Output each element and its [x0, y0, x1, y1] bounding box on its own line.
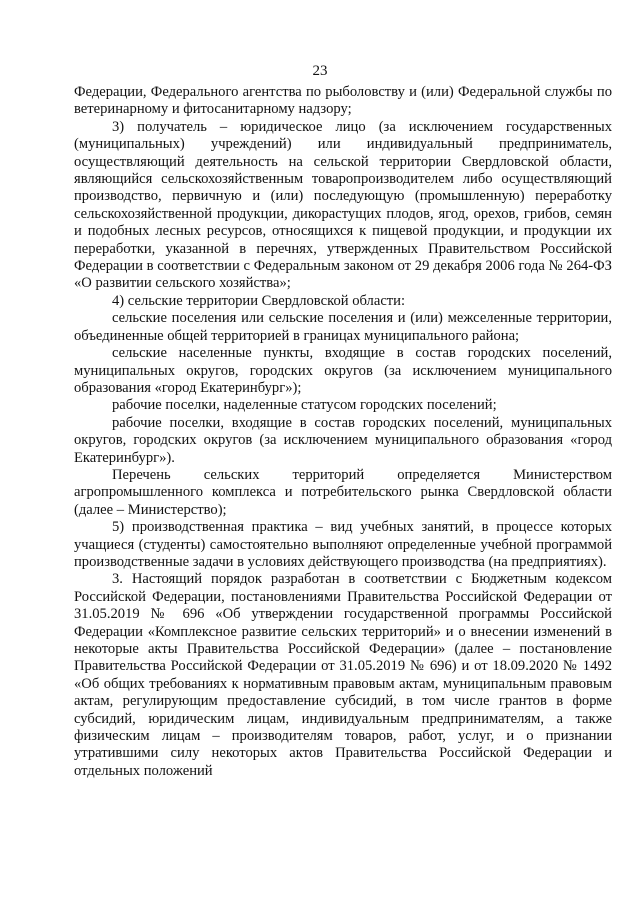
page-number: 23	[312, 63, 328, 79]
paragraph-1: Федерации, Федерального агентства по рыболовству и (или) Федеральной службы по ветеринарному и фитосанитарному надзору;	[74, 84, 612, 118]
paragraph-6: рабочие поселки, наделенные статусом городских поселений;	[112, 397, 497, 414]
paragraph-7: рабочие поселки, входящие в состав городских поселений, муниципальных округов, городских округов (за исключением муниципального образования «город Екатеринбург»).	[74, 414, 612, 466]
document-body	[74, 84, 612, 780]
paragraph-5: сельские населенные пункты, входящие в состав городских поселений, муниципальных округов, городских округов (за исключением муниципального образования «город Екатеринбург»);	[74, 345, 612, 396]
paragraph-3: 4) сельские территории Свердловской области:	[112, 292, 406, 309]
paragraph-2: 3) получатель – юридическое лицо (за исключением государственных (муниципальных) учреждений) или индивидуальный предприниматель, осуществляющий деятельность на сельской территории Свердловской области, являющийся сельскохозяйственным товаропроизводителем либо осуществляющий производство, первичную и (или) последующую (промышленную) переработку сельскохозяйственной продукции, дикорастущих плодов, ягод, орехов, грибов, семян и подобных лесных ресурсов, относящихся к пищевой продукции, и продукции их переработки, указанной в перечнях, утвержденных Правительством Российской Федерации в соответствии с Федеральным законом от 29 декабря 2006 года № 264-ФЗ «О развитии сельского хозяйства»;	[74, 118, 612, 292]
paragraph-4: сельские поселения или сельские поселения и (или) межселенные территории, объединенные общей территорией в границах муниципального района;	[74, 310, 612, 344]
paragraph-10: 3. Настоящий порядок разработан в соответствии с Бюджетным кодексом Российской Федерации, постановлениями Правительства Российской Федерации от 31.05.2019 № 696 «Об утверждении государственной программы Российской Федерации «Комплексное развитие сельских территорий» и о внесении изменений в некоторые акты Правительства Российской Федерации» (далее – постановление Правительства Российской Федерации от 31.05.2019 № 696) и от 18.09.2020 № 1492 «Об общих требованиях к нормативным правовым актам, муниципальным правовым актам, регулирующим предоставление субсидий, в том числе грантов в форме субсидий, юридическим лицам, индивидуальным предпринимателям, а также физическим лицам – производителям товаров, работ, услуг, и о признании утратившими силу некоторых актов Правительства Российской Федерации и отдельных положений	[74, 571, 612, 779]
paragraph-8: Перечень сельских территорий определяется Министерством агропромышленного комплекса и потребительского рынка Свердловской области (далее – Министерство);	[74, 466, 612, 518]
paragraph-9: 5) производственная практика – вид учебных занятий, в процессе которых учащиеся (студенты) самостоятельно выполняют определенные учебной программой производственные задачи в условиях действующего производства (на предприятиях).	[74, 519, 612, 570]
